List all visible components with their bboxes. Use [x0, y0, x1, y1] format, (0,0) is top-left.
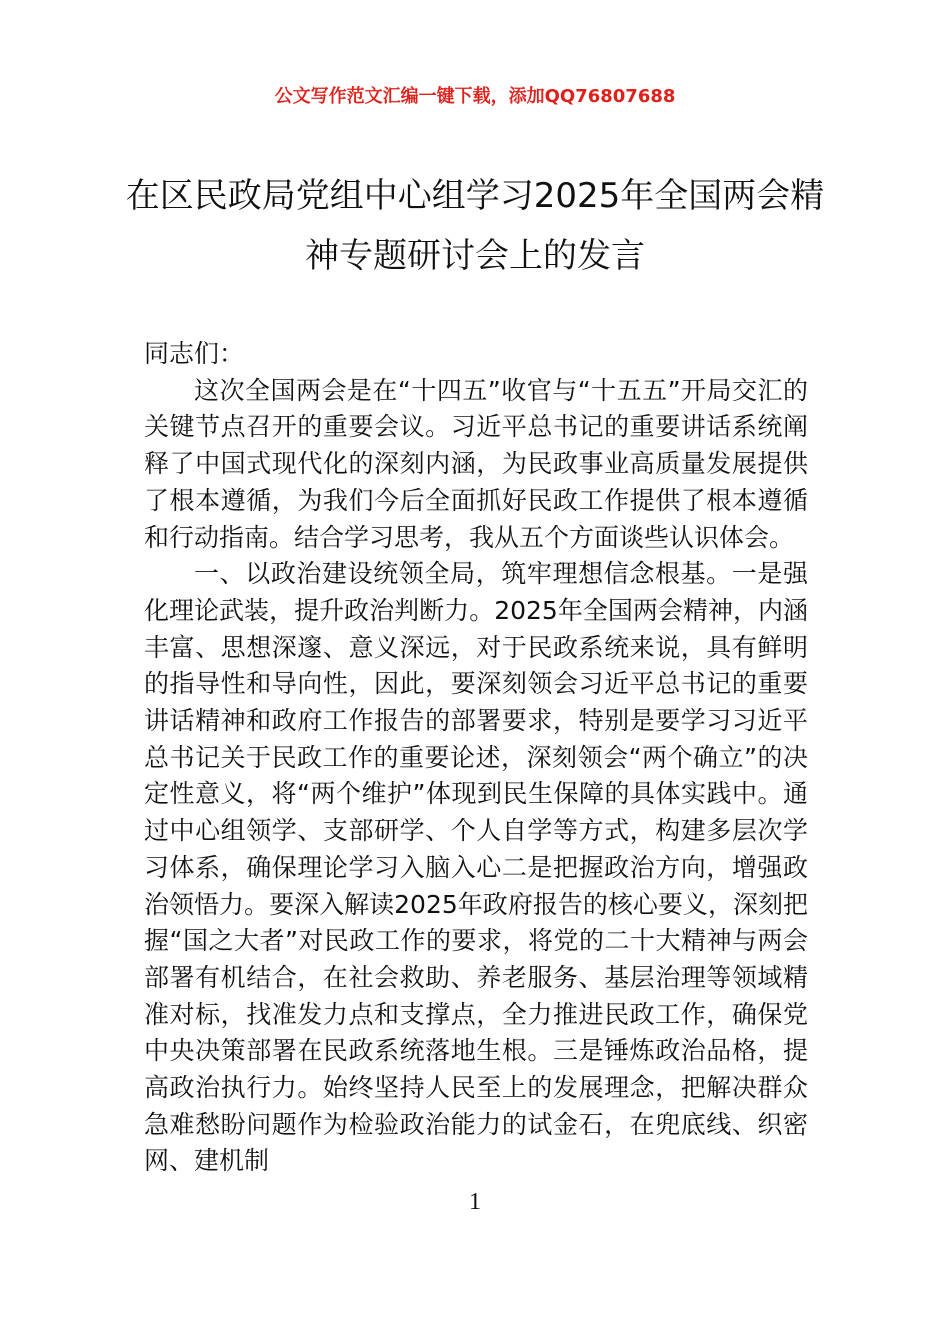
paragraph-intro: 这次全国两会是在“十四五”收官与“十五五”开局交汇的关键节点召开的重要会议。习近平总书记的重要讲话系统阐释了中国式现代化的深刻内涵，为民政事业高质量发展提供了根本遵循，为我们今后全面抓好民政工作提供了根本遵循和行动指南。结合学习思考，我从五个方面谈些认识体会。	[144, 375, 808, 552]
document-title: 在区民政局党组中心组学习2025年全国两会精神专题研讨会上的发言	[125, 176, 825, 276]
salutation: 同志们：	[144, 339, 245, 368]
paragraph-section-one: 一、以政治建设统领全局，筑牢理想信念根基。一是强化理论武装，提升政治判断力。2025年全国两会精神，内涵丰富、思想深邃、意义深远，对于民政系统来说，具有鲜明的指导性和导向性，因此，要深刻领会习近平总书记的重要讲话精神和政府工作报告的部署要求，特别是要学习习近平总书记关于民政工作的重要论述，深刻领会“两个确立”的决定性意义，将“两个维护”体现到民生保障的具体实践中。通过中心组领学、支部研学、个人自学等方式，构建多层次学习体系，确保理论学习入脑入心二是把握政治方向，增强政治领悟力。要深入解读2025年政府报告的核心要义，深刻把握“国之大者”对民政工作的要求，将党的二十大精神与两会部署有机结合，在社会救助、养老服务、基层治理等领域精准对标，找准发力点和支撑点，全力推进民政工作，确保党中央决策部署在民政系统落地生根。三是锤炼政治品格，提高政治执行力。始终坚持人民至上的发展理念，把解决群众急难愁盼问题作为检验政治能力的试金石，在兜底线、织密网、建机制	[144, 559, 808, 1176]
promo-banner: 公文写作范文汇编一键下载，添加QQ76807688	[274, 86, 676, 107]
page-number: 1	[469, 1189, 481, 1215]
document-body	[144, 336, 808, 1180]
